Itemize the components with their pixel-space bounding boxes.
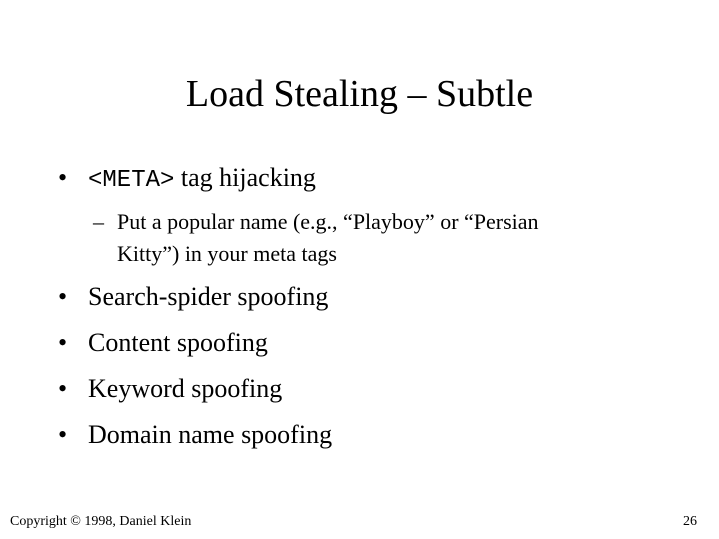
- bullet-marker: •: [58, 374, 68, 403]
- bullet-marker: •: [58, 420, 68, 449]
- bullet-keyword-spoofing: [58, 374, 282, 404]
- bullet-marker: •: [58, 328, 68, 357]
- bullet-marker: •: [58, 163, 68, 192]
- bullet-marker: •: [58, 282, 68, 311]
- bullet-meta-tag-hijacking: [58, 163, 316, 196]
- bullet-text: Content spoofing: [88, 328, 268, 357]
- sub-bullet-marker: –: [93, 209, 104, 234]
- bullet-domain-name-spoofing: [58, 420, 332, 450]
- footer-copyright: Copyright © 1998, Daniel Klein: [10, 514, 192, 529]
- bullet-content-spoofing: [58, 328, 268, 358]
- bullet-text: Search-spider spoofing: [88, 282, 329, 311]
- bullet-search-spider-spoofing: [58, 282, 328, 312]
- bullet-text: Domain name spoofing: [88, 420, 333, 449]
- bullet-text: tag hijacking: [174, 163, 316, 192]
- bullet-text: Keyword spoofing: [88, 374, 283, 403]
- sub-bullet-text-line1: Put a popular name (e.g., “Playboy” or “Persian: [117, 209, 539, 234]
- meta-code-text: <META>: [88, 167, 175, 194]
- sub-bullet-popular-name: [93, 206, 539, 270]
- page-number: 26: [683, 514, 697, 529]
- sub-bullet-text-line2: Kitty”) in your meta tags: [117, 241, 337, 266]
- slide-title: Load Stealing – Subtle: [185, 73, 534, 115]
